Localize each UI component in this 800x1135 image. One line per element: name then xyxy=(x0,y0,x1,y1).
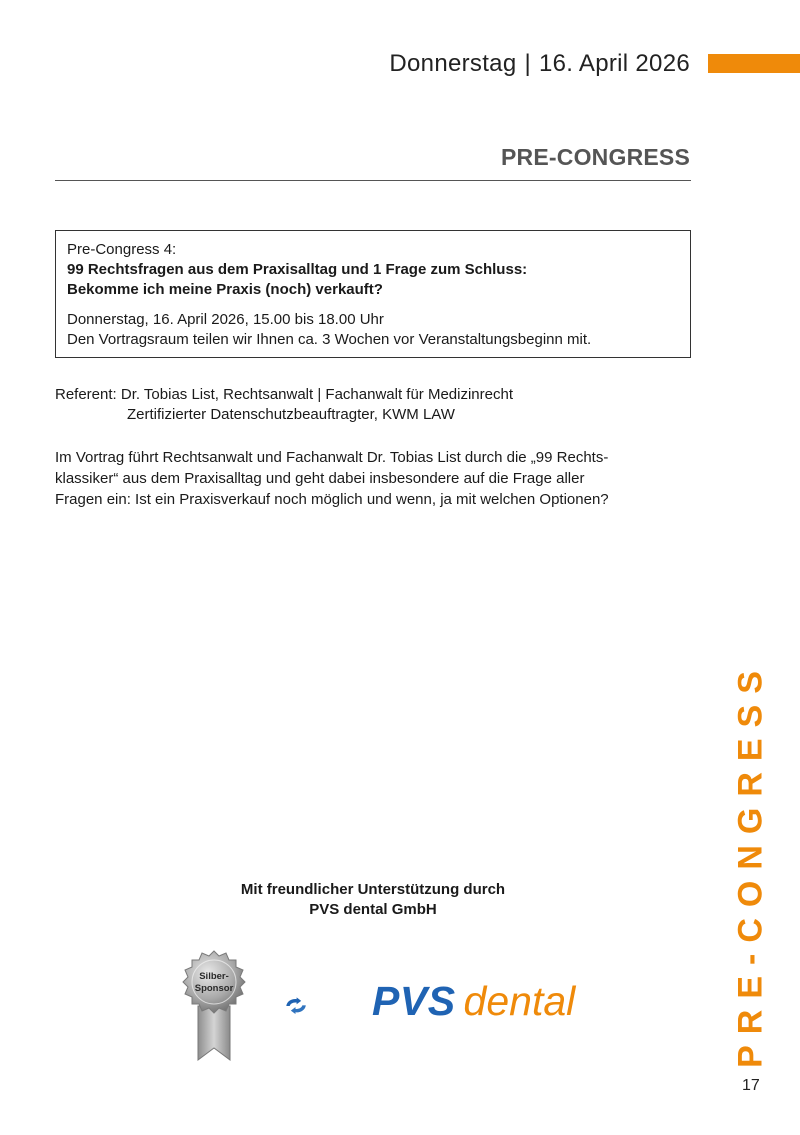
header-date: 16. April 2026 xyxy=(539,50,690,77)
session-title-line-2: Bekomme ich meine Praxis (noch) verkauft? xyxy=(67,281,383,298)
session-title-line-1: 99 Rechtsfragen aus dem Praxisalltag und 1 Frage zum Schluss: xyxy=(67,261,528,278)
award-rosette-icon xyxy=(178,948,250,1064)
pvs-dental-logo xyxy=(372,978,575,1025)
speaker-line-2: Zertifizierter Datenschutzbeauftragter, KWM LAW xyxy=(127,406,455,423)
vertical-section-tab xyxy=(731,660,770,1068)
session-info-box xyxy=(55,230,691,358)
spacer xyxy=(67,300,679,310)
vertical-section-label: PRE-CONGRESS xyxy=(731,660,770,1068)
logo-brand: PVS xyxy=(372,978,456,1024)
speaker-block xyxy=(55,385,513,425)
session-description: Im Vortrag führt Rechtsanwalt und Fachanwalt Dr. Tobias List durch die „99 Rechts- klassiker“ aus dem Praxisalltag und geht dabei insbesondere auf die Frage aller Fragen ein: Ist ein Praxisverkauf noch möglich und wenn, ja mit welchen Optionen? xyxy=(55,449,609,508)
section-title: PRE-CONGRESS xyxy=(501,144,690,170)
logo-suffix: dental xyxy=(463,978,576,1024)
badge-text-line-2: Sponsor xyxy=(194,983,234,994)
session-label: Pre-Congress 4: xyxy=(67,241,177,258)
sponsor-acknowledgement xyxy=(200,880,546,920)
session-room-note: Den Vortragsraum teilen wir Ihnen ca. 3 Wochen vor Veranstaltungsbeginn mit. xyxy=(67,331,592,348)
title-divider xyxy=(55,180,691,181)
support-line-1: Mit freundlicher Unterstützung durch xyxy=(240,881,506,898)
speaker-line-1: Referent: Dr. Tobias List, Rechtsanwalt | Fachanwalt für Medizinrecht xyxy=(55,386,513,403)
header-accent-bar xyxy=(708,54,800,73)
header-weekday: Donnerstag xyxy=(389,50,517,77)
support-line-2: PVS dental GmbH xyxy=(309,901,437,918)
circular-arrows-icon xyxy=(284,974,370,1038)
header-date-line xyxy=(389,50,690,78)
header-separator: | xyxy=(524,50,532,77)
badge-text-line-1: Silber- xyxy=(199,971,229,982)
session-datetime: Donnerstag, 16. April 2026, 15.00 bis 18.00 Uhr xyxy=(67,311,384,328)
page-number: 17 xyxy=(742,1077,760,1094)
